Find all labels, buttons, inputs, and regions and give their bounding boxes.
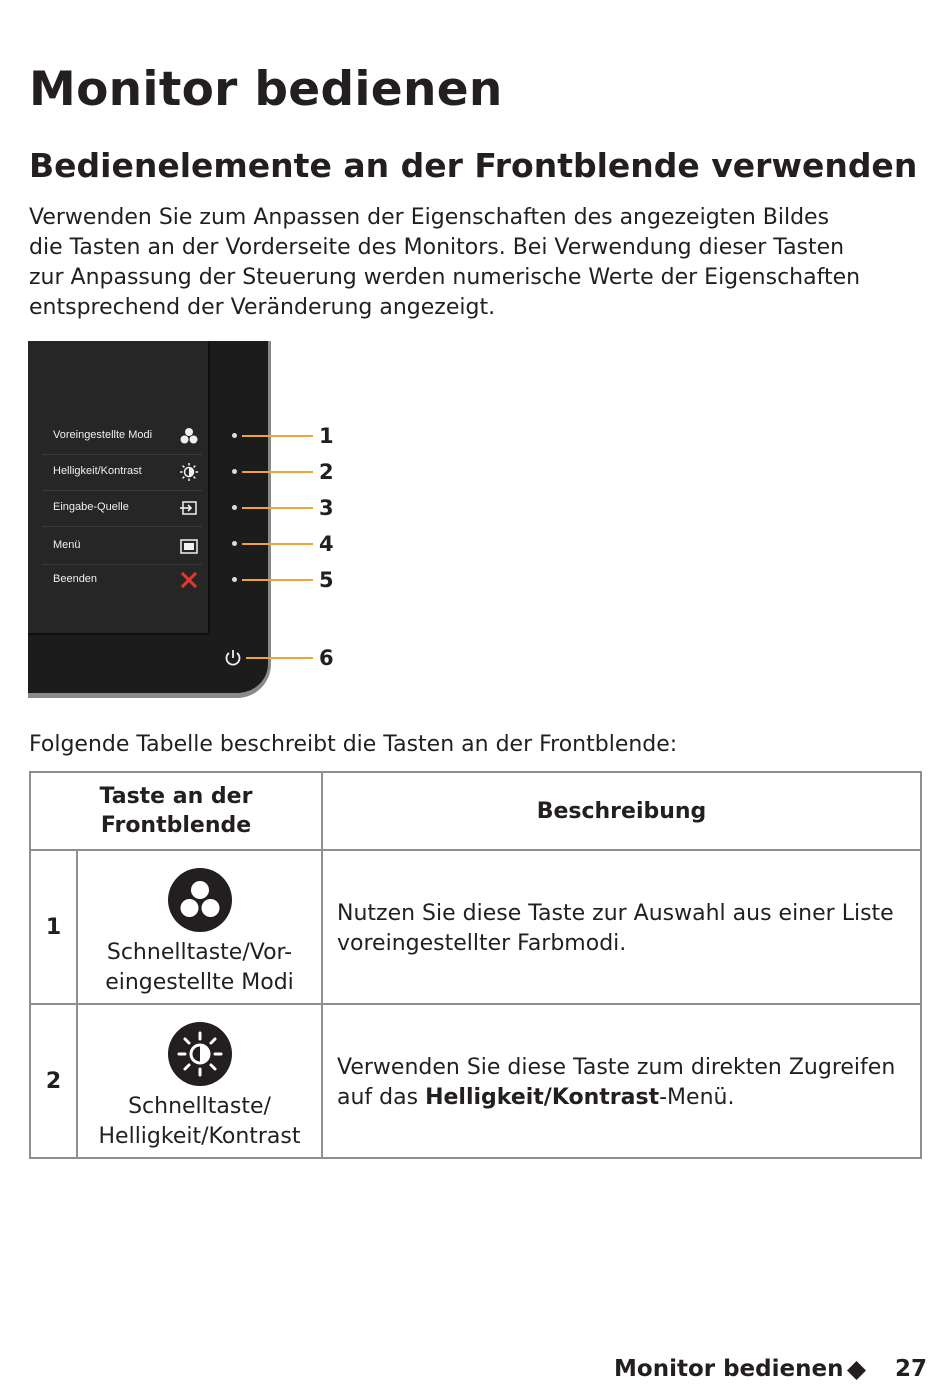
callout-leader	[242, 471, 313, 473]
preset-modes-icon	[168, 868, 232, 932]
exit-icon	[179, 570, 199, 590]
osd-item-label: Voreingestellte Modi	[53, 429, 153, 441]
osd-item-brightness-contrast	[42, 454, 202, 491]
callout-leader	[242, 507, 313, 509]
preset-modes-icon	[179, 426, 199, 446]
row-description-line: Verwenden Sie diese Taste zum direkten Zugreifen	[337, 1055, 896, 1080]
desc-bold-term: Helligkeit/Kontrast	[425, 1085, 660, 1110]
row-number: 2	[30, 1004, 77, 1158]
row-description-line: voreingestellter Farbmodi.	[337, 931, 627, 956]
desc-text: auf das	[337, 1085, 426, 1110]
page-footer	[614, 1356, 928, 1390]
input-source-icon	[179, 498, 199, 518]
front-button-4	[232, 541, 237, 546]
callout-leader	[242, 435, 313, 437]
osd-item-menu	[42, 528, 202, 565]
callout-number: 5	[319, 568, 334, 592]
intro-paragraph	[29, 203, 919, 323]
row-key	[77, 1004, 322, 1158]
table-row	[30, 850, 921, 1004]
table-header-row	[30, 772, 921, 850]
osd-item-exit	[42, 562, 202, 598]
row-key-line: Helligkeit/Kontrast	[98, 1124, 301, 1149]
row-number: 1	[30, 850, 77, 1004]
intro-line: Verwenden Sie zum Anpassen der Eigenschaften des angezeigten Bildes	[29, 205, 830, 230]
callout-number: 4	[319, 532, 334, 556]
row-key-line: Schnelltaste/	[128, 1094, 271, 1119]
intro-line: zur Anpassung der Steuerung werden numerische Werte der Eigenschaften	[29, 265, 861, 290]
page-title: Monitor bedienen	[29, 62, 503, 117]
row-description	[322, 1004, 921, 1158]
front-panel-keys-table	[29, 771, 922, 1159]
callout-number: 1	[319, 424, 334, 448]
callout-leader	[242, 579, 313, 581]
header-key-line: Taste an der	[99, 784, 253, 809]
page-number: 27	[895, 1356, 928, 1382]
header-description: Beschreibung	[322, 772, 921, 850]
intro-line: entsprechend der Veränderung angezeigt.	[29, 295, 496, 320]
brightness-contrast-icon	[168, 1022, 232, 1086]
table-row	[30, 1004, 921, 1158]
callout-number: 2	[319, 460, 334, 484]
osd-item-preset-modes	[42, 418, 202, 455]
brightness-contrast-icon	[179, 462, 199, 482]
row-description-line: Nutzen Sie diese Taste zur Auswahl aus einer Liste	[337, 901, 894, 926]
row-key-line: eingestellte Modi	[105, 970, 294, 995]
callout-leader	[246, 657, 313, 659]
header-key-line: Frontblende	[100, 813, 252, 838]
row-key-line: Schnelltaste/Vor-	[106, 940, 293, 965]
osd-item-label: Eingabe-Quelle	[53, 501, 129, 513]
diamond-icon	[847, 1361, 866, 1380]
callout-number: 6	[319, 646, 334, 670]
header-key	[30, 772, 322, 850]
front-button-2	[232, 469, 237, 474]
front-panel-illustration	[28, 341, 368, 697]
callout-number: 3	[319, 496, 334, 520]
row-description-line	[337, 1083, 920, 1113]
callout-leader	[242, 543, 313, 545]
osd-item-label: Menü	[53, 539, 81, 551]
front-button-3	[232, 505, 237, 510]
osd-item-label: Beenden	[53, 573, 98, 585]
power-icon	[222, 647, 244, 669]
intro-line: die Tasten an der Vorderseite des Monitors. Bei Verwendung dieser Tasten	[29, 235, 845, 260]
front-button-5	[232, 577, 237, 582]
osd-item-input-source	[42, 490, 202, 527]
menu-icon	[179, 536, 199, 556]
footer-section-title: Monitor bedienen	[614, 1356, 844, 1382]
table-caption: Folgende Tabelle beschreibt die Tasten an der Frontblende:	[29, 732, 678, 757]
osd-item-label: Helligkeit/Kontrast	[53, 465, 142, 477]
row-key	[77, 850, 322, 1004]
row-description	[322, 850, 921, 1004]
section-heading: Bedienelemente an der Frontblende verwenden	[29, 146, 918, 185]
front-button-1	[232, 433, 237, 438]
desc-text: -Menü.	[659, 1085, 735, 1110]
